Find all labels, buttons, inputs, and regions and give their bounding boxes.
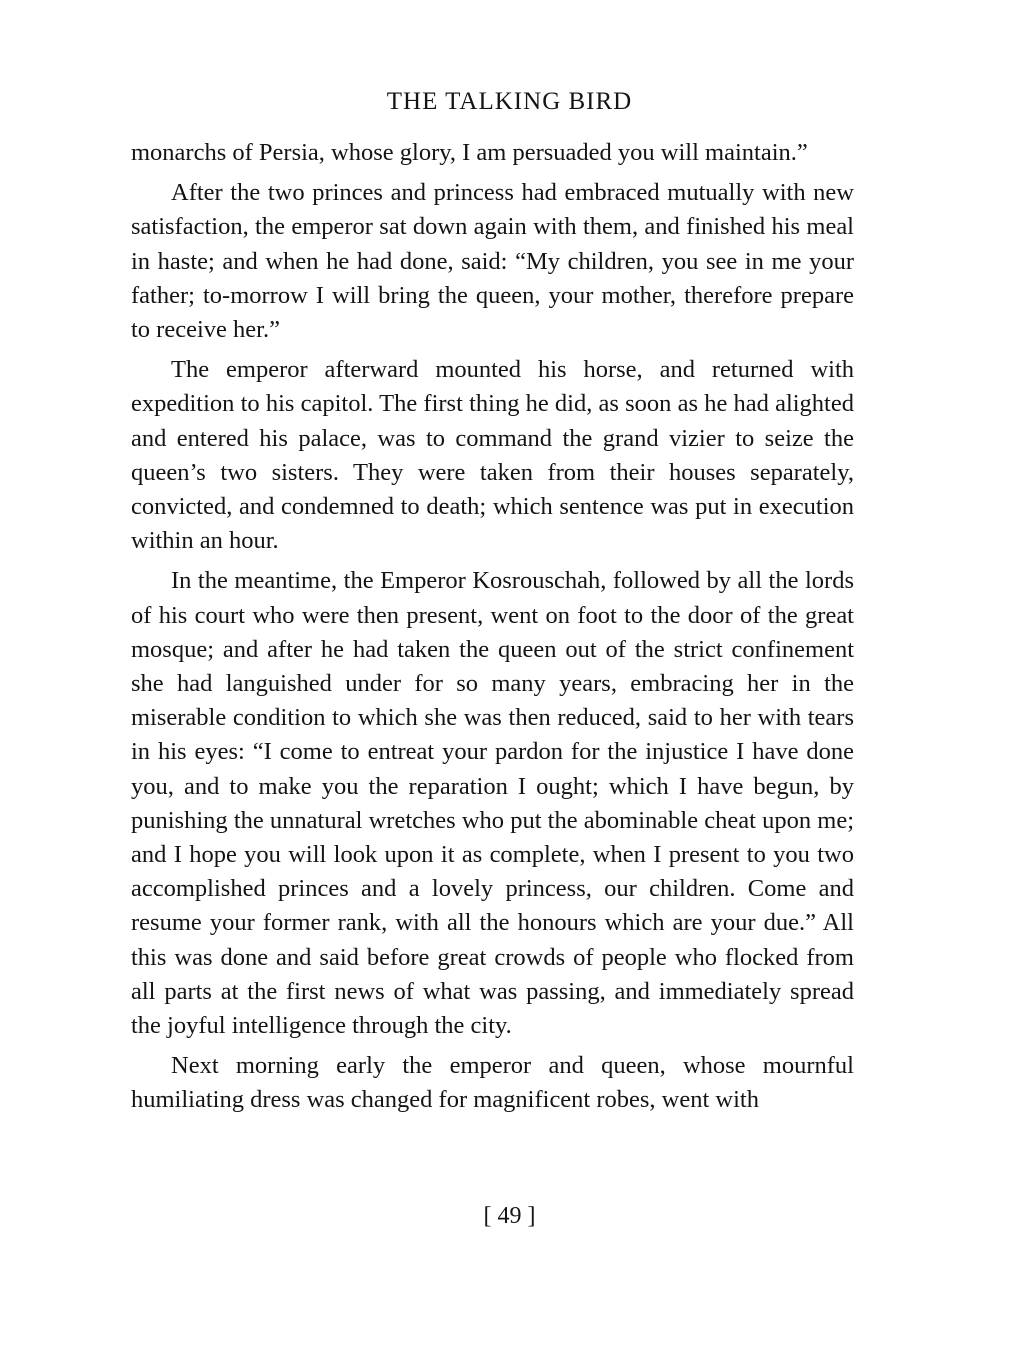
page-number: [ 49 ] [483,1203,536,1229]
paragraph-3: The emperor afterward mounted his horse, and returned with expedition to his capitol. The first thing he did, as soon as he had alighted and entered his palace, was to command the grand vizier to seize the queen’s two sisters. They were taken from their houses separately, convicted, and condemned to death; which sentence was put in execution within an hour. [131,356,854,555]
body-text [131,136,854,1124]
paragraph-2: After the two princes and princess had embraced mutually with new satisfaction, the emperor sat down again with them, and finished his meal in haste; and when he had done, said: “My children, you see in me your father; to-morrow I will bring the queen, your mother, therefore prepare to receive her.” [131,179,854,344]
paragraph-1: monarchs of Persia, whose glory, I am persuaded you will maintain.” [131,139,808,166]
paragraph-5: Next morning early the emperor and queen, whose mournful humiliating dress was changed for magnificent robes, went with [131,1052,854,1114]
running-head: THE TALKING BIRD [386,88,633,115]
paragraph-4: In the meantime, the Emperor Kosrouschah, followed by all the lords of his court who were then present, went on foot to the door of the great mosque; and after he had taken the queen out of the strict confinement she had languished under for so many years, embracing her in the miserable condition to which she was then reduced, said to her with tears in his eyes: “I come to entreat your pardon for the injustice I have done you, and to make you the reparation I ought; which I have begun, by punishing the unnatural wretches who put the abominable cheat upon me; and I hope you will look upon it as complete, when I present to you two accomplished princes and a lovely princess, our children. Come and resume your former rank, with all the honours which are your due.” All this was done and said before great crowds of people who flocked from all parts at the first news of what was passing, and immediately spread the joyful intelligence through the city. [131,567,854,1040]
